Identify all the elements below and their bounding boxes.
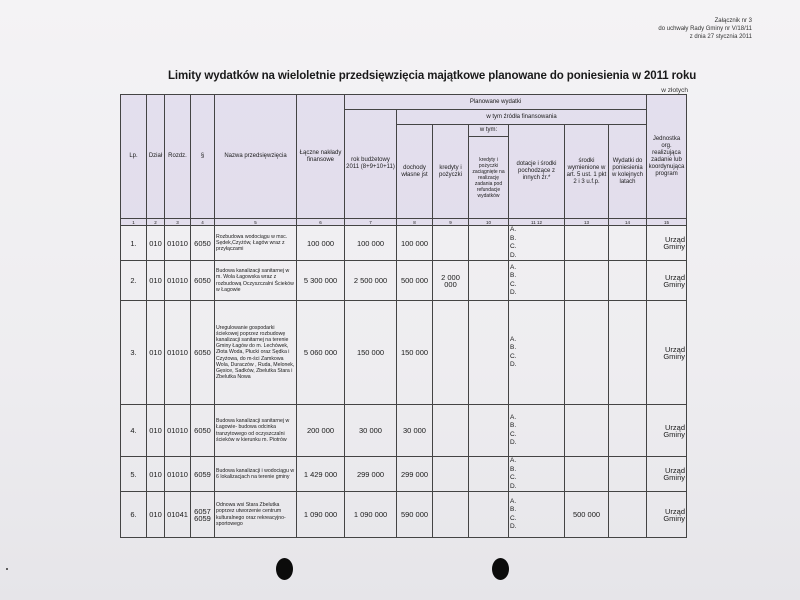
cell-jednostka: Urząd Gminy: [647, 301, 687, 405]
cell-dotacje: A. B. C. D.: [509, 457, 565, 492]
cell-kredyty-zaciagniete: [469, 226, 509, 261]
cell-nazwa: Budowa kanalizacji i wodociągu w 6 lokalizacjach na terenie gminy: [215, 457, 297, 492]
cell-jednostka: Urząd Gminy: [647, 405, 687, 457]
cell-rok: 30 000: [345, 405, 397, 457]
cell-dotacje: A. B. C. D.: [509, 492, 565, 538]
cell-kredyty: [433, 226, 469, 261]
cell-paragraf: 6050: [191, 226, 215, 261]
column-number-6: 6: [297, 219, 345, 226]
cell-lp: 2.: [121, 261, 147, 301]
cell-srodki: [565, 301, 609, 405]
cell-wydatki: [609, 261, 647, 301]
header-laczne: Łączne nakłady finansowe: [297, 95, 345, 219]
cell-srodki: [565, 457, 609, 492]
header-srodki: środki wymienione w art. 5 ust. 1 pkt 2 i 3 u.f.p.: [565, 125, 609, 219]
header-dzial: Dział: [147, 95, 165, 219]
column-number-3: 3: [165, 219, 191, 226]
cell-lp: 4.: [121, 405, 147, 457]
header-lp: Lp.: [121, 95, 147, 219]
column-number-11: 11 12: [509, 219, 565, 226]
document-title: Limity wydatków na wieloletnie przedsięwzięcia majątkowe planowane do poniesienia w 2011 roku: [168, 70, 697, 82]
column-number-2: 2: [147, 219, 165, 226]
unit-label: w złotych: [661, 87, 688, 94]
cell-laczne: 5 300 000: [297, 261, 345, 301]
cell-srodki: [565, 226, 609, 261]
cell-rok: 100 000: [345, 226, 397, 261]
cell-laczne: 1 090 000: [297, 492, 345, 538]
header-paragraf: §: [191, 95, 215, 219]
cell-wydatki: [609, 405, 647, 457]
cell-dotacje: A. B. C. D.: [509, 405, 565, 457]
cell-kredyty: [433, 492, 469, 538]
column-number-1: 1: [121, 219, 147, 226]
cell-lp: 6.: [121, 492, 147, 538]
expenditure-table: [120, 94, 687, 538]
cell-rok: 299 000: [345, 457, 397, 492]
cell-nazwa: Budowa kanalizacji sanitarnej w m. Wola Łagowska wraz z rozbudową Oczyszczalni Ścieków w Łagowie: [215, 261, 297, 301]
column-number-10: 10: [469, 219, 509, 226]
header-rozdzial: Rozdz.: [165, 95, 191, 219]
cell-rozdzial: 01010: [165, 261, 191, 301]
header-jednostka: Jednostka org. realizująca zadanie lub koordynująca program: [647, 95, 687, 219]
punch-hole-right: [492, 558, 509, 580]
column-number-5: 5: [215, 219, 297, 226]
cell-dzial: 010: [147, 405, 165, 457]
cell-dochody: 150 000: [397, 301, 433, 405]
cell-dochody: 500 000: [397, 261, 433, 301]
cell-paragraf: 6057 6059: [191, 492, 215, 538]
cell-lp: 3.: [121, 301, 147, 405]
table-row: [121, 261, 687, 301]
cell-rozdzial: 01010: [165, 301, 191, 405]
cell-jednostka: Urząd Gminy: [647, 261, 687, 301]
cell-kredyty-zaciagniete: [469, 301, 509, 405]
cell-wydatki: [609, 301, 647, 405]
column-number-12: 13: [565, 219, 609, 226]
table-row: [121, 492, 687, 538]
table-row: [121, 457, 687, 492]
header-kredyty: kredyty i pożyczki: [433, 125, 469, 219]
column-number-9: 9: [433, 219, 469, 226]
cell-jednostka: Urząd Gminy: [647, 226, 687, 261]
cell-kredyty-zaciagniete: [469, 492, 509, 538]
annex-note: [658, 17, 752, 41]
cell-dzial: 010: [147, 226, 165, 261]
cell-kredyty-zaciagniete: [469, 261, 509, 301]
cell-srodki: [565, 405, 609, 457]
cell-laczne: 100 000: [297, 226, 345, 261]
column-number-4: 4: [191, 219, 215, 226]
cell-dzial: 010: [147, 457, 165, 492]
cell-dzial: 010: [147, 492, 165, 538]
header-dochody: dochody własne jst: [397, 125, 433, 219]
column-number-8: 8: [397, 219, 433, 226]
cell-rok: 150 000: [345, 301, 397, 405]
cell-lp: 5.: [121, 457, 147, 492]
cell-lp: 1.: [121, 226, 147, 261]
cell-nazwa: Budowa kanalizacji sanitarnej w Łagowie- budowa odcinka tranzytowego od oczyszczalni ścieków w kierunku m. Piotrów: [215, 405, 297, 457]
cell-srodki: [565, 261, 609, 301]
table-row: [121, 405, 687, 457]
cell-kredyty: 2 000 000: [433, 261, 469, 301]
header-dotacje: dotacje i środki pochodzące z innych źr.*: [509, 125, 565, 219]
cell-kredyty-zaciagniete: [469, 457, 509, 492]
cell-rozdzial: 01010: [165, 226, 191, 261]
cell-dzial: 010: [147, 301, 165, 405]
cell-wydatki: [609, 492, 647, 538]
annex-line-2: do uchwały Rady Gminy nr V/18/11: [658, 26, 752, 32]
cell-dochody: 299 000: [397, 457, 433, 492]
cell-dzial: 010: [147, 261, 165, 301]
punch-hole-left: [276, 558, 293, 580]
annex-line-3: z dnia 27 stycznia 2011: [689, 34, 752, 40]
annex-line-1: Załącznik nr 3: [714, 18, 752, 24]
cell-rok: 1 090 000: [345, 492, 397, 538]
cell-paragraf: 6050: [191, 301, 215, 405]
cell-rozdzial: 01010: [165, 457, 191, 492]
cell-jednostka: Urząd Gminy: [647, 492, 687, 538]
cell-dochody: 100 000: [397, 226, 433, 261]
cell-kredyty: [433, 405, 469, 457]
cell-wydatki: [609, 226, 647, 261]
cell-dotacje: A. B. C. D.: [509, 301, 565, 405]
cell-kredyty: [433, 457, 469, 492]
header-nazwa: Nazwa przedsięwzięcia: [215, 95, 297, 219]
cell-rozdzial: 01010: [165, 405, 191, 457]
header-wtym: w tym:: [469, 125, 509, 137]
header-zrodla: w tym źródła finansowania: [397, 110, 647, 125]
column-number-14: 15: [647, 219, 687, 226]
cell-kredyty-zaciagniete: [469, 405, 509, 457]
cell-laczne: 1 429 000: [297, 457, 345, 492]
table-row: [121, 226, 687, 261]
cell-rozdzial: 01041: [165, 492, 191, 538]
cell-laczne: 5 060 000: [297, 301, 345, 405]
cell-wydatki: [609, 457, 647, 492]
header-rok: rok budżetowy 2011 (8+9+10+11): [345, 110, 397, 219]
cell-paragraf: 6059: [191, 457, 215, 492]
cell-paragraf: 6050: [191, 261, 215, 301]
cell-dotacje: A. B. C. D.: [509, 226, 565, 261]
cell-rok: 2 500 000: [345, 261, 397, 301]
column-number-7: 7: [345, 219, 397, 226]
cell-nazwa: Uregulowanie gospodarki ściekowej poprzez rozbudowę kanalizacji sanitarnej na terenie Gminy Łagów do m. Lechówek, Złota Woda, Płucki oraz Sędka i Czyżowa, do m-ści Zamkowa Wola, Duraczów , Ruda, Melonek, Gęsice, Sadków, Zbelutka Stara i Zbelutka Nowa: [215, 301, 297, 405]
column-number-13: 14: [609, 219, 647, 226]
cell-paragraf: 6050: [191, 405, 215, 457]
cell-nazwa: Rozbudowa wodociągu w msc. Sędek,Czyżów, Łagów wraz z przyłączami: [215, 226, 297, 261]
column-number-row: [121, 219, 687, 226]
table-row: [121, 301, 687, 405]
cell-srodki: 500 000: [565, 492, 609, 538]
cell-jednostka: Urząd Gminy: [647, 457, 687, 492]
cell-dochody: 30 000: [397, 405, 433, 457]
cell-dotacje: A. B. C. D.: [509, 261, 565, 301]
cell-nazwa: Odnowa wsi Stara Zbelutka poprzez utworzenie centrum kulturalnego oraz rekreacyjno-sportowego: [215, 492, 297, 538]
header-kredyty-zaciagniete: kredyty i pożyczki zaciągnięte na realizację zadania pod refundacje wydatków: [469, 137, 509, 219]
cell-laczne: 200 000: [297, 405, 345, 457]
header-wydatki: Wydatki do poniesienia w kolejnych latach: [609, 125, 647, 219]
cell-kredyty: [433, 301, 469, 405]
cell-dochody: 590 000: [397, 492, 433, 538]
header-planowane: Planowane wydatki: [345, 95, 647, 110]
scan-speck: [6, 568, 8, 570]
